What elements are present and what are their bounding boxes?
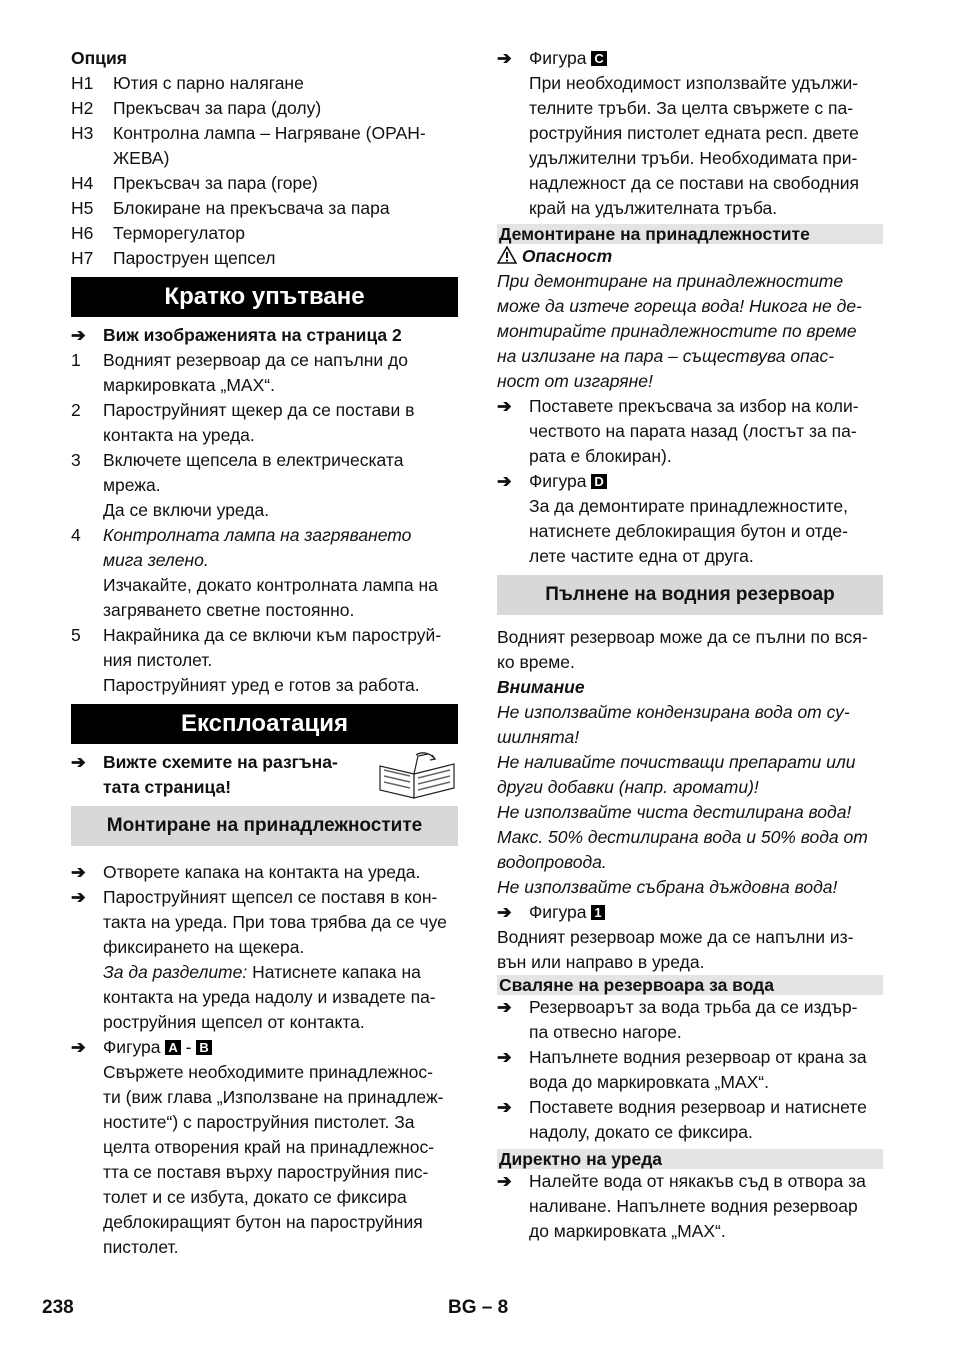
list-item: ➔ Фигура D За да демонтирате принадлежностите, натиснете деблокиращия бутон и отде- лете частите една от друга. [497,469,883,569]
quick-ref: ➔ Виж изображенията на страница 2 [71,323,458,348]
section-title-direct: Директно на уреда [497,1149,883,1169]
section-title-operation: Експлоатация [71,704,458,744]
list-item: H6 Терморегулатор [71,223,245,243]
warning-triangle-icon [497,246,517,264]
figure-ref: Фигура 1 [529,900,883,925]
list-item: H7 Пароструен щепсел [71,248,276,268]
list-item: H3 Контролна лампа – Нагряване (ОРАН- ЖЕВА) [71,123,426,168]
list-item: ➔ Напълнете водния резервоар от крана за вода до маркировката „MAX“. [497,1047,867,1092]
list-item: H2 Прекъсвач за пара (долу) [71,98,322,118]
page-number: 238 [42,1297,74,1318]
list-item: ➔ Отворете капака на контакта на уреда. [71,860,458,885]
arrow-icon: ➔ [497,48,512,68]
arrow-icon: ➔ [497,1047,512,1067]
attention-label: Внимание [497,677,585,697]
page-footer [0,1297,954,1323]
arrow-icon: ➔ [497,1171,512,1191]
list-item: 2 Пароструйният щекер да се постави в контакта на уреда. [71,400,415,445]
list-item: ➔ Фигура C При необходимост използвайте удължи- телните тръби. За целта свържете с па- роструйния пистолет едната респ. двете удължителни тръби. Необходимата при- надлежност да се постави на свободния край на удължителната тръба. [497,46,883,221]
arrow-icon: ➔ [497,902,512,922]
open-book-icon [376,752,458,800]
arrow-icon: ➔ [71,752,86,772]
list-item: H1 Ютия с парно налягане [71,73,304,93]
list-item: ➔ Поставете прекъсвача за избор на коли- чеството на парата назад (лостът за па- рата е блокиран). [497,396,859,466]
list-item: ➔ Пароструйният щепсел се поставя в кон- такта на уреда. При това трябва да се чуе фиксирането на щекера. За да разделите: Натиснете капака на контакта на уреда надолу и извадете па- роструйния щепсел от контакта. [71,887,447,1032]
arrow-icon: ➔ [71,887,86,907]
arrow-icon: ➔ [71,325,86,345]
list-item: 4 Контролната лампа на загряването мига зелено. Изчакайте, докато контролната лампа на загряването светне постоянно. [71,525,438,620]
section-title-mounting: Монтиране на принадлежностите [71,806,458,846]
danger-label: Опасност [497,244,883,269]
arrow-icon: ➔ [497,396,512,416]
list-item: ➔ Налейте вода от някакъв съд в отвора за наливане. Напълнете водния резервоар до маркировката „MAX“. [497,1171,866,1241]
list-item: 5 Накрайника да се включи към пароструй- ния пистолет. Пароструйният уред е готов за работа. [71,625,442,695]
arrow-icon: ➔ [497,997,512,1017]
page-code: BG – 8 [448,1297,509,1318]
section-title-dismount: Демонтиране на принадлежностите [497,224,883,244]
list-item: ➔ Поставете водния резервоар и натиснете надолу, докато се фиксира. [497,1097,867,1142]
arrow-icon: ➔ [71,1037,86,1057]
figure-ref: Фигура A - B [103,1035,458,1060]
operation-ref: ➔ Вижте схемите на разгъна- тата страница! [71,750,458,800]
list-item [497,900,883,925]
arrow-icon: ➔ [497,1097,512,1117]
arrow-icon: ➔ [497,471,512,491]
right-column: ➔ Фигура C При необходимост използвайте удължи- телните тръби. За целта свържете с па- роструйния пистолет едната респ. двете удължителни тръби. Необходимата при- надлежност да се постави на свободния край на удължителната тръба. Демонтиране на принадлежностите Опасност При демонтиране на принадлежностите може да изтече гореща вода! Никога не де- монтирайте принадлежностите по време на излизане на пара – съществува опас- ност от изгаряне! ➔ Поставете прекъсвача за избор на коли- чеството на парата назад (лостът за па- рата е блокиран). ➔ Фигура D За да демонтирате принадлежностите, натиснете деблокиращия бутон и отде- лете частите една от друга. Пълнене на водния резервоар Водният резервоар може да се пълни по вся- ко време. Внимание Не използвайте кондензирана вода от су- шилнята! Не наливайте почистващи препарати или други добавки (напр. аромати)! Не използвайте чиста дестилирана вода! Макс. 50% дестилирана вода и 50% вода от водопровода. Не използвайте събрана дъждовна вода! ➔ Фигура 1 Водният резервоар може да се напълни из- вън или направо в уреда. Сваляне на резервоара за вода ➔ Резервоарът за вода трьба да се издър- па отвесно нагоре. ➔ Напълнете водния резервоар от крана за вода до маркировката „MAX“. ➔ Поставете водния резервоар и натиснете надолу, докато се фиксира. Директно на уреда ➔ Налейте вода от някакъв съд в отвора за наливане. Напълнете водния резервоар до маркировката „MAX“. [497,46,883,1244]
list-item: 1 Водният резервоар да се напълни до маркировката „MAX“. [71,350,408,395]
list-item: H5 Блокиране на прекъсвача за пара [71,198,390,218]
options-list [71,71,458,271]
options-heading: Опция [71,48,127,68]
left-column [71,46,458,1260]
section-title-filling: Пълнене на водния резервоар [497,575,883,615]
list-item: H4 Прекъсвач за пара (горе) [71,173,318,193]
figure-ref: Фигура C [529,46,883,71]
figure-ref: Фигура D [529,469,883,494]
section-title-remove-tank: Сваляне на резервоара за вода [497,975,883,995]
list-item: ➔ Резервоарът за вода трьба да се издър- па отвесно нагоре. [497,997,858,1042]
quick-steps [71,348,458,698]
list-item: ➔ Фигура A - B Свържете необходимите принадлежнос- ти (виж глава „Използване на принадлеж- ностите“) с пароструйния пистолет. За целта отворения край на принадлежнос- тта се поставя върху пароструйния пис- толет и се избута, докато се фиксира деблокиращият бутон на пароструйния пистолет. [71,1035,458,1260]
arrow-icon: ➔ [71,862,86,882]
list-item: 3 Включете щепсела в електрическата мрежа. Да се включи уреда. [71,450,404,520]
section-title-quick-guide: Кратко упътване [71,277,458,317]
